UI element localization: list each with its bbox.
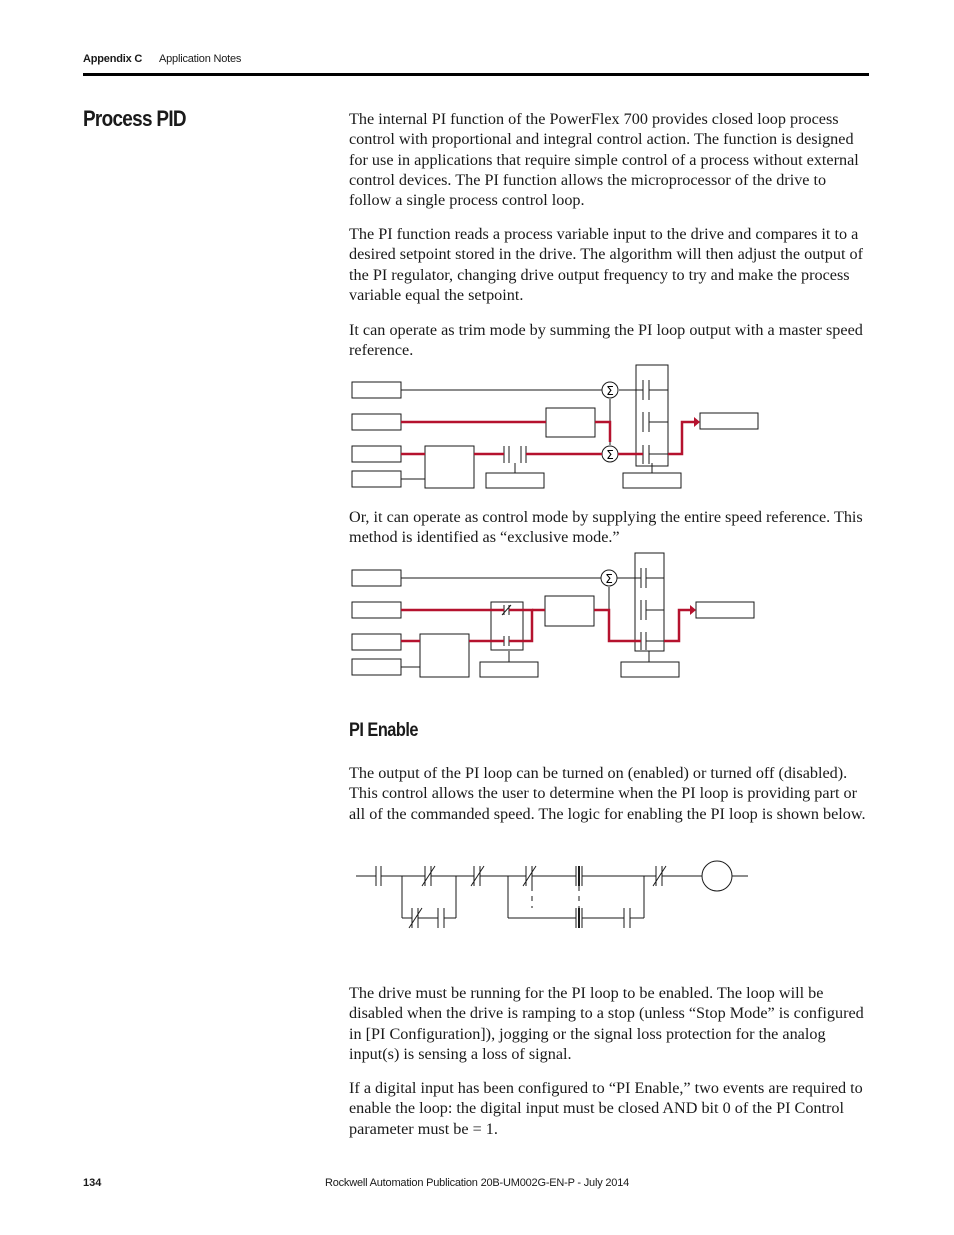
diagram-output-box	[696, 602, 754, 618]
diagram-input-box	[352, 570, 401, 586]
paragraph-trim-mode: It can operate as trim mode by summing the PI loop output with a master speed reference.	[349, 321, 863, 360]
diagram-param-box	[480, 662, 538, 677]
diagram-input-box	[352, 659, 401, 675]
paragraph-reads: The PI function reads a process variable input to the drive and compares it to a desired setpoint stored in the drive. The algorithm will then adjust the output of the PI regulator, changing drive output frequency to try and make the process variable equal the setpoint.	[349, 225, 864, 304]
header-rule	[83, 73, 869, 76]
diagram-param-box	[486, 473, 544, 488]
diagram-pi-block	[420, 634, 469, 677]
paragraph-drive-running: The drive must be running for the PI loop to be enabled. The loop will be disabled when the drive is ramping to a stop (unless “Stop Mode” is configured in [PI Configuration]), jogging or the signal loss protection for the analog input(s) is sensing a loss of signal.	[349, 984, 864, 1063]
header-section: Appendix C	[83, 53, 143, 65]
paragraph-digital-input: If a digital input has been configured to “PI Enable,” two events are required to enable the loop: the digital input must be closed AND bit 0 of the PI Control parameter must be = 1.	[349, 1079, 863, 1138]
diagram-input-box	[352, 382, 401, 398]
page-header	[83, 52, 869, 78]
header-chapter: Application Notes	[159, 53, 242, 65]
diagram-limit-block	[545, 596, 594, 626]
diagram-pi-block	[425, 446, 474, 488]
paragraph-control-mode: Or, it can operate as control mode by supplying the entire speed reference. This method is identified as “exclusive mode.”	[349, 508, 863, 547]
trim-mode-diagram	[345, 360, 765, 495]
control-mode-diagram	[345, 548, 765, 683]
diagram-input-box	[352, 634, 401, 650]
summing-junction: Σ	[606, 448, 614, 462]
diagram-selector-box	[635, 553, 664, 651]
section-title: Process PID	[83, 106, 186, 131]
paragraph-intro: The internal PI function of the PowerFlex 700 provides closed loop process control with proportional and integral control action. The function is designed for use in applications that require simple control of a process without external control devices. The PI function allows the microprocessor of the drive to follow a single process control loop.	[349, 110, 859, 210]
diagram-param-box	[623, 473, 681, 488]
diagram-input-box	[352, 414, 401, 430]
summing-junction: Σ	[606, 384, 614, 398]
diagram-input-box	[352, 446, 401, 462]
paragraph-pi-enable: The output of the PI loop can be turned on (enabled) or turned off (disabled). This control allows the user to determine when the PI loop is providing part or all of the commanded speed. The logic for enabling the PI loop is shown below.	[349, 764, 866, 823]
diagram-param-box	[621, 662, 679, 677]
publication-footer: Rockwell Automation Publication 20B-UM002G-EN-P - July 2014	[324, 1177, 630, 1189]
subsection-title: PI Enable	[349, 720, 418, 741]
ladder-logic-diagram	[350, 850, 760, 935]
page-number: 134	[83, 1177, 102, 1189]
summing-junction: Σ	[605, 572, 613, 586]
diagram-selector-box	[636, 365, 668, 466]
diagram-limit-block	[546, 408, 595, 437]
diagram-input-box	[352, 471, 401, 487]
diagram-output-box	[700, 413, 758, 429]
diagram-input-box	[352, 602, 401, 618]
